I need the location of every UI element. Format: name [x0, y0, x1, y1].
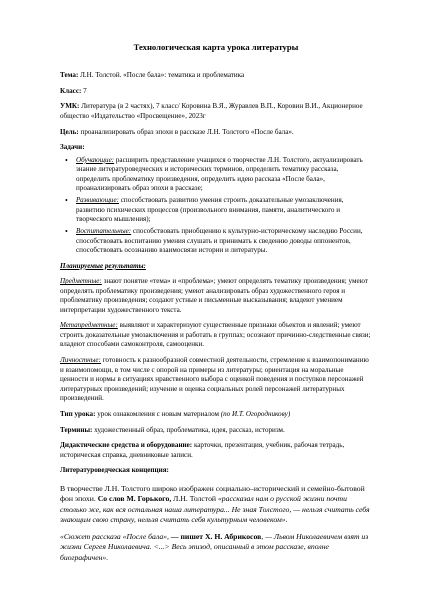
concept-quote: , — Львом Николаевичем взят из жизни Сергея Николаевича. <...> Весь эпизод, описанный в этом рассказе, вполне биографичен». — [60, 531, 369, 562]
lesson-type-label: Тип урока: — [60, 409, 96, 418]
lesson-type-note: (по И.Т. Огородникову) — [220, 409, 291, 418]
concept-quote: «Сюжет рассказа «После бала», — [60, 531, 169, 541]
result-label: Личностные: — [60, 356, 101, 365]
goal-line — [60, 128, 372, 138]
result-label: Метапредметные: — [60, 321, 118, 330]
class-line — [60, 87, 372, 97]
task-text: расширить представление учащихся о творчестве Л.Н. Толстого, актуализировать знание литературоведческих и исторических терминов, определить тематику рассказа, определить проблематику произведения, определить идею рассказа «После бала», проанализировать образ эпохи в рассказе; — [76, 155, 363, 193]
result-subject — [60, 277, 372, 315]
materials-text: карточки, презентация, учебник, рабочая тетрадь, историческая справка, дневниковые записи. — [60, 441, 345, 459]
umk-label: УМК: — [60, 102, 80, 111]
goal-label: Цель: — [60, 127, 79, 136]
tasks-list — [60, 156, 372, 256]
topic-line — [60, 71, 372, 81]
goal-text: проанализировать образ эпохи в рассказе Л.Н. Толстого «После бала». — [80, 127, 294, 136]
class-label: Класс: — [60, 86, 82, 95]
task-text: способствовать приобщению к культурно-историческому наследию России, способствовать воспитанию умения слушать и принимать к сведению доводы оппонентов, способствовать осознанию взаимосвязи истории и литературы. — [76, 227, 363, 255]
document-title: Технологическая карта урока литературы — [133, 42, 299, 52]
concept-paragraph-2 — [60, 532, 372, 563]
concept-source: Со слов М. Горького, — [97, 494, 172, 504]
task-label: Воспитательные: — [76, 227, 132, 236]
topic-label: Тема: — [60, 71, 79, 79]
task-label: Развивающие: — [76, 196, 119, 205]
result-metasubject — [60, 321, 372, 350]
concept-quote: «рассказал нам о русской жизни почти столько же, как вся остальная наша литература... Не зная Толстого, — нельзя считать себя знающим свою страну, нельзя считать себя культурным человеком». — [60, 494, 370, 525]
class-text: 7 — [83, 86, 87, 95]
results-heading: Планируемые результаты: — [60, 261, 146, 270]
lesson-type-line — [60, 410, 372, 420]
concept-text: Л.Н. Толстой — [173, 494, 217, 504]
tasks-heading: Задачи: — [60, 143, 85, 152]
concept-text: В творчестве Л.Н. Толстого широко изображен социально–исторический и семейно-бытовой фон эпохи. — [60, 483, 365, 504]
result-text: выявляют и характеризуют существенные признаки объектов и явлений; умеют строить доказательные умозаключения и работать в группах; осознают причинно-следственные связи; владеют способами самоконтроля, самооценки. — [60, 321, 371, 349]
concept-heading: Литературоведческая концепция: — [60, 466, 169, 475]
materials-line — [60, 441, 372, 460]
task-item-learning — [76, 156, 372, 194]
result-text: готовность к разнообразной совместной деятельности, стремление к взаимопониманию и взаимопомощи, в том числе с опорой на примеры из литературы; ориентация на моральные ценности и нормы в ситуациях нравственного выбора с оценкой поведения и поступков персонажей литературных произведений; изучение и оценка социальных ролей персонажей литературных произведений. — [60, 356, 369, 403]
lesson-type-text: урок ознакомления с новым материалом — [97, 409, 219, 418]
topic-text: Л.Н. Толстой. «После бала»: тематика и проблематика — [80, 71, 245, 79]
concept-source: — пишет Х. Н. Абрикосов — [170, 531, 262, 541]
result-personal — [60, 356, 372, 404]
task-label: Обучающие: — [76, 155, 115, 164]
task-item-educational — [76, 227, 372, 256]
terms-label: Термины: — [60, 425, 93, 434]
terms-text: художественный образ, проблематика, идея, рассказ, историзм. — [94, 425, 285, 434]
terms-line — [60, 426, 372, 436]
task-item-developing — [76, 196, 372, 225]
concept-paragraph-1 — [60, 484, 372, 526]
materials-label: Дидактические средства и оборудование: — [60, 441, 193, 450]
task-text: способствовать развитию умения строить доказательные умозаключения, развитию психических процессов (произвольного внимания, памяти, аналитического и творческого мышления); — [76, 196, 344, 224]
umk-text: Литература (в 2 частях), 7 класс/ Коровина В.Я., Журавлев В.П., Коровин В.И., Акционерное общество «Издательство «Просвещение», 2023г — [60, 102, 363, 120]
umk-line — [60, 102, 372, 121]
result-label: Предметные: — [60, 277, 102, 286]
result-text: знают понятие «тема» и «проблема»; умеют определять тематику произведения; умеют определять проблематику произведения; умеют анализировать образ художественного героя и проблематику произведения; создают устные и письменные высказывания; владеют умением интерпретации художественного текста. — [60, 277, 368, 314]
